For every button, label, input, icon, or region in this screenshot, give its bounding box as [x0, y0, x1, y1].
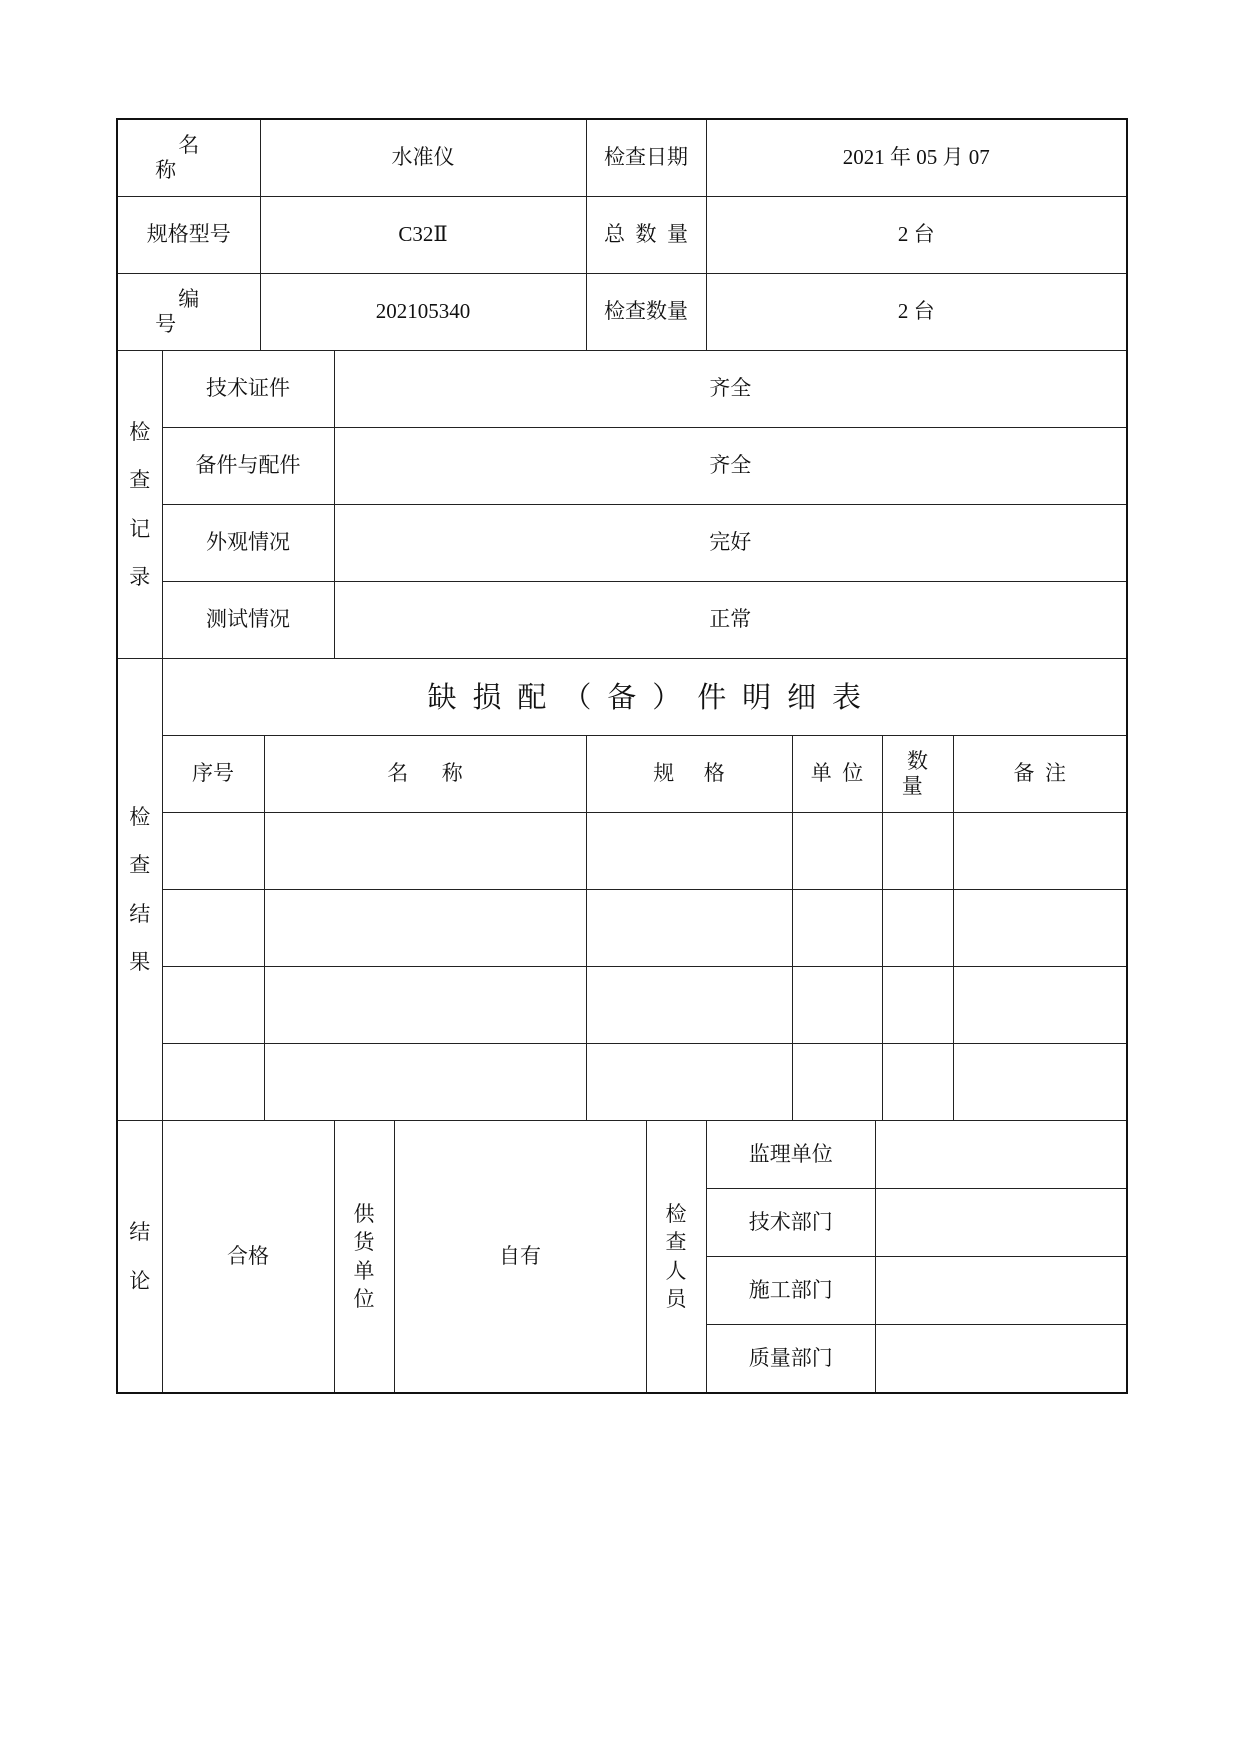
detail-cell — [264, 1044, 586, 1121]
record-value: 正常 — [334, 582, 1127, 659]
detail-cell — [953, 890, 1127, 967]
detail-cell — [264, 813, 586, 890]
detail-cell — [953, 1044, 1127, 1121]
detail-row — [117, 967, 1127, 1044]
signature-row — [707, 1121, 1127, 1189]
detail-header-row — [117, 736, 1127, 813]
detail-cell — [792, 1044, 882, 1121]
record-label: 备件与配件 — [162, 428, 334, 505]
checked-label: 检查数量 — [586, 274, 706, 351]
signature-row — [707, 1189, 1127, 1257]
signature-field[interactable] — [876, 1121, 1127, 1189]
supplier-value: 自有 — [394, 1121, 646, 1394]
detail-cell — [162, 813, 264, 890]
inspector-label: 检 查 人 员 — [646, 1121, 706, 1394]
name-value: 水准仪 — [260, 119, 586, 197]
detail-cell — [882, 1044, 953, 1121]
col-header-name: 名称 — [264, 736, 586, 813]
number-label: 编号 — [117, 274, 260, 351]
detail-cell — [162, 967, 264, 1044]
signature-field[interactable] — [876, 1189, 1127, 1257]
detail-cell — [586, 813, 792, 890]
detail-row — [117, 813, 1127, 890]
col-header-qty: 数量 — [882, 736, 953, 813]
col-header-unit: 单位 — [792, 736, 882, 813]
record-row — [117, 351, 1127, 428]
department-label: 监理单位 — [707, 1121, 876, 1189]
detail-cell — [264, 967, 586, 1044]
record-value: 完好 — [334, 505, 1127, 582]
col-header-note: 备注 — [953, 736, 1127, 813]
detail-cell — [162, 890, 264, 967]
supplier-label: 供 货 单 位 — [334, 1121, 394, 1394]
department-label: 质量部门 — [707, 1325, 876, 1393]
total-label: 总数量 — [586, 197, 706, 274]
detail-cell — [882, 890, 953, 967]
form-table — [116, 118, 1128, 1394]
record-label: 外观情况 — [162, 505, 334, 582]
detail-cell — [586, 890, 792, 967]
signature-block — [706, 1121, 1127, 1394]
detail-cell — [953, 813, 1127, 890]
col-header-index: 序号 — [162, 736, 264, 813]
signature-row — [707, 1257, 1127, 1325]
conclusion-row — [117, 1121, 1127, 1394]
detail-cell — [953, 967, 1127, 1044]
record-row — [117, 505, 1127, 582]
model-label: 规格型号 — [117, 197, 260, 274]
col-header-spec: 规格 — [586, 736, 792, 813]
date-value: 2021 年 05 月 07 — [706, 119, 1127, 197]
date-label: 检查日期 — [586, 119, 706, 197]
signature-row — [707, 1325, 1127, 1393]
signature-field[interactable] — [876, 1257, 1127, 1325]
detail-cell — [586, 967, 792, 1044]
detail-cell — [792, 890, 882, 967]
record-value: 齐全 — [334, 428, 1127, 505]
record-value: 齐全 — [334, 351, 1127, 428]
detail-cell — [882, 967, 953, 1044]
detail-cell — [264, 890, 586, 967]
signature-field[interactable] — [876, 1325, 1127, 1393]
department-label: 施工部门 — [707, 1257, 876, 1325]
number-value: 202105340 — [260, 274, 586, 351]
signature-table — [707, 1121, 1127, 1392]
result-section-label: 检 查 结 果 — [117, 659, 162, 1121]
header-row-name — [117, 119, 1127, 197]
inspection-form — [116, 118, 1126, 1394]
detail-row — [117, 890, 1127, 967]
conclusion-section-label: 结 论 — [117, 1121, 162, 1394]
header-row-model — [117, 197, 1127, 274]
header-row-number — [117, 274, 1127, 351]
conclusion-value: 合格 — [162, 1121, 334, 1394]
checked-value: 2 台 — [706, 274, 1127, 351]
detail-row — [117, 1044, 1127, 1121]
detail-cell — [162, 1044, 264, 1121]
record-label: 技术证件 — [162, 351, 334, 428]
name-label: 名称 — [117, 119, 260, 197]
model-value: C32Ⅱ — [260, 197, 586, 274]
department-label: 技术部门 — [707, 1189, 876, 1257]
record-section-label: 检 查 记 录 — [117, 351, 162, 659]
record-label: 测试情况 — [162, 582, 334, 659]
detail-title-row — [117, 659, 1127, 736]
detail-cell — [882, 813, 953, 890]
detail-title: 缺损配（备）件明细表 — [162, 659, 1127, 736]
detail-cell — [792, 967, 882, 1044]
record-row — [117, 582, 1127, 659]
detail-cell — [792, 813, 882, 890]
total-value: 2 台 — [706, 197, 1127, 274]
detail-cell — [586, 1044, 792, 1121]
record-row — [117, 428, 1127, 505]
